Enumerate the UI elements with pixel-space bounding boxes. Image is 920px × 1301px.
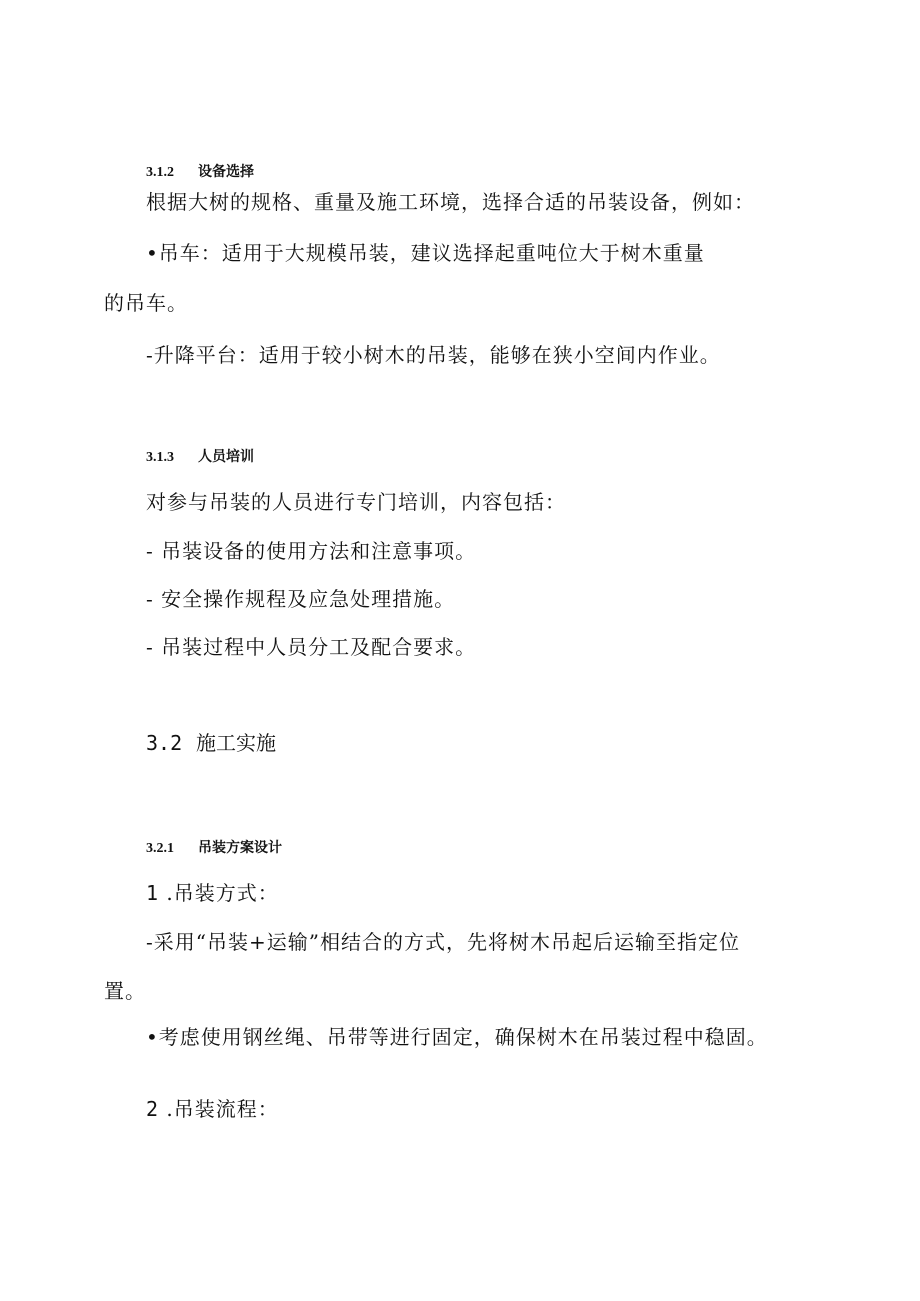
- list-item: - 吊装过程中人员分工及配合要求。: [146, 635, 477, 659]
- heading-3-1-3: [146, 447, 254, 468]
- numbered-item-1: [146, 879, 279, 907]
- heading-title: 施工实施: [196, 731, 276, 755]
- heading-number: 3.2.1: [146, 841, 174, 856]
- heading-title: 设备选择: [198, 164, 254, 180]
- paragraph-equipment-intro: 根据大树的规格、重量及施工环境，选择合适的吊装设备，例如：: [146, 190, 755, 214]
- item-text: .吊装流程：: [166, 1097, 279, 1121]
- numbered-item-2: [146, 1095, 279, 1123]
- list-item: - 吊装设备的使用方法和注意事项。: [146, 539, 477, 563]
- item-number: 2: [146, 1097, 160, 1121]
- heading-number: 3.1.2: [146, 165, 174, 180]
- paragraph-method-line1: -采用“吊装+运输”相结合的方式，先将树木吊起后运输至指定位: [146, 930, 740, 954]
- item-number: 1: [146, 881, 160, 905]
- bullet-crane-line1: •吊车：适用于大规模吊装，建议选择起重吨位大于树木重量: [146, 241, 705, 265]
- heading-3-2: [146, 729, 276, 757]
- bullet-lift-platform: -升降平台：适用于较小树木的吊装，能够在狭小空间内作业。: [146, 343, 721, 367]
- bullet-fixing: •考虑使用钢丝绳、吊带等进行固定，确保树木在吊装过程中稳固。: [146, 1025, 768, 1049]
- paragraph-training-intro: 对参与吊装的人员进行专门培训，内容包括：: [146, 490, 566, 514]
- paragraph-method-line2: 置。: [104, 979, 146, 1003]
- bullet-crane-line2: 的吊车。: [104, 291, 188, 315]
- heading-number: 3.1.3: [146, 450, 174, 465]
- heading-3-2-1: [146, 838, 282, 859]
- heading-title: 人员培训: [198, 449, 254, 465]
- list-item: - 安全操作规程及应急处理措施。: [146, 587, 456, 611]
- heading-number: 3.2: [146, 731, 183, 755]
- heading-3-1-2: [146, 162, 254, 183]
- heading-title: 吊装方案设计: [198, 840, 282, 856]
- item-text: .吊装方式：: [166, 881, 279, 905]
